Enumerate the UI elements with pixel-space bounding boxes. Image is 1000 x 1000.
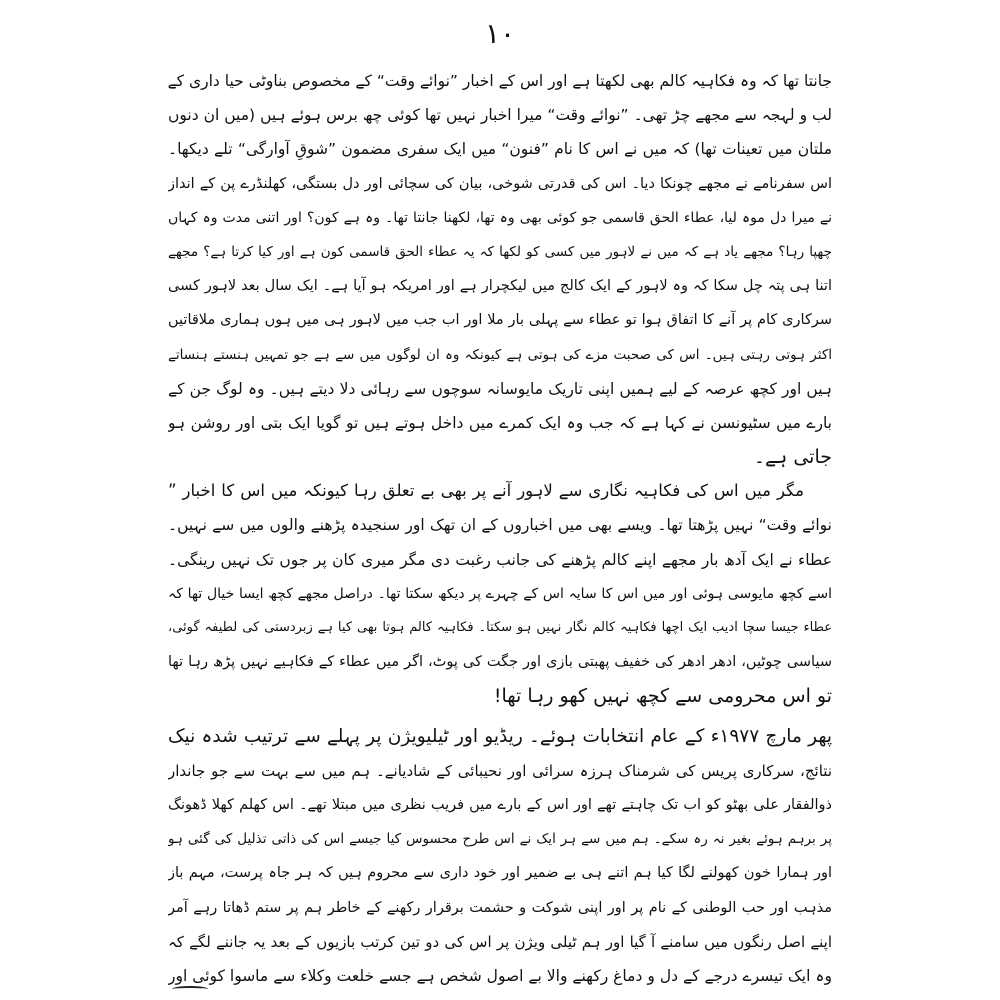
text-line: اس سفرنامے نے مجھے چونکا دیا۔ اس کی قدرتی شوخی، بیان کی سچائی اور دل بستگی، کھلنڈرے پن کے انداز <box>168 175 832 192</box>
text-line: ہیں اور کچھ عرصہ کے لیے ہمیں اپنی تاریک مایوسانہ سوچوں سے رہائی دلا دیتے ہیں۔ وہ لوگ جن کے <box>168 379 832 398</box>
text-line: اکثر ہوتی رہتی ہیں۔ اس کی صحبت مزے کی ہوتی ہے کیونکہ وہ ان لوگوں میں سے ہے جو تمہیں ہنستے ہنساتے <box>168 346 832 363</box>
text-line: پھر مارچ ۱۹۷۷ء کے عام انتخابات ہوئے۔ ریڈیو اور ٹیلیویژن پر پہلے سے ترتیب شدہ نیک <box>168 725 832 747</box>
paragraph-3 <box>168 720 832 994</box>
text-line: بارے میں سٹیونسن نے کہا ہے کہ جب وہ ایک کمرے میں داخل ہوتے ہیں تو گویا ایک بتی اور روشن ہو <box>168 413 832 432</box>
text-line: ملتان میں تعینات تھا) کہ میں نے اس کا نام ”فنون“ میں ایک سفری مضمون ”شوقِ آوارگی“ تلے دیکھا۔ <box>168 140 832 159</box>
text-line: اتنا ہی پتہ چل سکا کہ وہ لاہور کے ایک کالج میں لیکچرار ہے اور امریکہ ہو آیا ہے۔ ایک سال بعد لاہور کسی <box>168 278 832 295</box>
text-line: وہ ایک تیسرے درجے کے دل و دماغ رکھنے والا بے اصول شخص ہے جسے خلعت وکلاء سے ماسوا کوئی اور <box>168 966 832 985</box>
text-line: سیاسی چوٹیں، ادھر ادھر کی خفیف پھبتی بازی اور جگت کی پوٹ، اگر میں عطاء کے فکاہیے نہیں پڑھ رہا تھا <box>168 654 832 671</box>
text-line: مگر میں اس کی فکاہیہ نگاری سے لاہور آنے پر بھی بے تعلق رہا کیونکہ میں اس کا اخبار ” <box>168 481 804 501</box>
text-line: ذوالفقار علی بھٹو کو اب تک چاہتے تھے اور اس کے بارے میں فریب نظری میں مبتلا تھے۔ اس کھلم کھلا ڈھونگ <box>168 796 832 813</box>
text-line: نتائج، سرکاری پریس کی شرمناک ہرزہ سرائی اور نحیبائی کے شادیانے۔ ہم میں سے بہت سے جو جاندار <box>168 761 832 780</box>
text-line: اور ہمارا خون کھولنے لگا کیا ہم اتنے ہی بے ضمیر اور خود داری سے محروم ہیں کہ ہر جاہ پرست، مہم باز <box>168 865 832 882</box>
text-line: نوائے وقت“ نہیں پڑھتا تھا۔ ویسے بھی میں اخباروں کے ان تھک اور سنجیدہ پڑھنے والوں میں سے نہیں۔ <box>168 516 832 535</box>
text-line: تو اس محرومی سے کچھ نہیں کھو رہا تھا! <box>493 685 832 708</box>
text-line: چھپا رہا؟ مجھے یاد ہے کہ میں نے لاہور میں کسی کو لکھا کہ یہ عطاء الحق قاسمی کون ہے اور کیا کرتا ہے؟ مجھے <box>168 243 832 260</box>
text-line: سرکاری کام پر آنے کا اتفاق ہوا تو عطاء سے پہلی بار ملا اور اب جب میں لاہور ہی میں ہوں ہماری ملاقاتیں <box>168 312 832 329</box>
page-number: ۱۰ <box>484 17 516 50</box>
page-edge-mark <box>172 986 208 992</box>
text-line: عطاء جیسا سچا ادیب ایک اچھا فکاہیہ کالم نگار نہیں ہو سکتا۔ فکاہیہ کالم ہوتا بھی کیا ہے زبردستی کی لطیفہ گوئی، <box>168 620 832 635</box>
text-line: اسے کچھ مایوسی ہوئی اور میں اس کا سایہ اس کے چہرے پر دیکھ سکتا تھا۔ دراصل مجھے کچھ ایسا خیال تھا کہ <box>168 585 832 602</box>
paragraph-1 <box>168 64 832 474</box>
text-line: عطاء نے ایک آدھ بار مجھے اپنے کالم پڑھنے کی جانب رغبت دی مگر میری کان پر جوں تک نہیں رینگی۔ <box>168 550 832 569</box>
body-text <box>168 64 832 993</box>
text-line: اپنے اصل رنگوں میں سامنے آ گیا اور ہم ٹیلی ویژن پر اس کی دو تین کرتب بازیوں کے بعد یہ جاننے لگے کہ <box>168 932 832 951</box>
text-line: نے میرا دل موہ لیا، عطاء الحق قاسمی جو کوئی بھی وہ تھا، لکھنا جانتا تھا۔ وہ ہے کون؟ اور اتنی مدت وہ کہاں <box>168 209 832 226</box>
text-line: جاتی ہے۔ <box>753 446 832 469</box>
text-line: جانتا تھا کہ وہ فکاہیہ کالم بھی لکھتا ہے اور اس کے اخبار ”نوائے وقت“ کے مخصوص بناوٹی حیا داری کے <box>168 72 832 90</box>
text-line: پر برہم ہوئے بغیر نہ رہ سکے۔ ہم میں سے ہر ایک نے اس طرح محسوس کیا جیسے اس کی ذاتی تذلیل کی گئی ہو <box>168 831 832 848</box>
paragraph-2 <box>168 474 832 713</box>
text-line: لب و لہجہ سے مجھے چڑ تھی۔ ”نوائے وقت“ میرا اخبار نہیں تھا کوئی چھ برس ہوئے ہیں (میں ان دنوں <box>168 106 832 125</box>
text-line: مذہب اور حب الوطنی کے نام پر اور اپنی شوکت و حشمت برقرار رکھنے کے خاطر ہم پر ستم ڈھاتا رہے آمر <box>168 899 832 916</box>
